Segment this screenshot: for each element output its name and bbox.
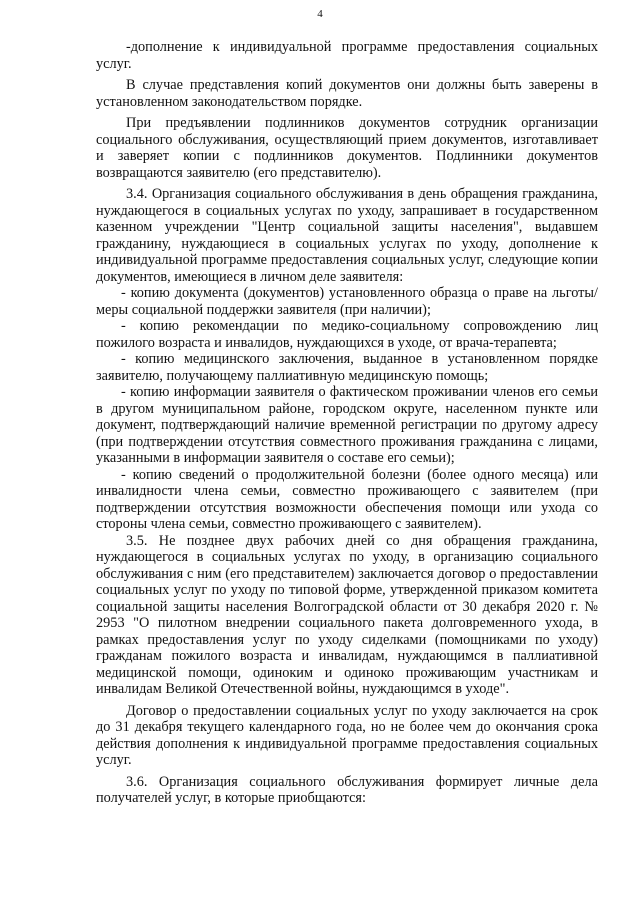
list-item: - копию документа (документов) установленного образца о праве на льготы/меры социальной поддержки заявителя (при наличии); [96, 285, 598, 318]
document-body [96, 39, 598, 812]
list-item: - копию рекомендации по медико-социальному сопровождению лиц пожилого возраста и инвалидов, нуждающихся в уходе, от врача-терапевта; [96, 318, 598, 351]
section-3-6-paragraph: 3.6. Организация социального обслуживания формирует личные дела получателей услуг, в которые приобщаются: [96, 773, 598, 806]
section-3-4-paragraph: 3.4. Организация социального обслуживания в день обращения гражданина, нуждающегося в социальных услугах по уходу, запрашивает в государственном казенном учреждении "Центр социальной защиты населения", выдавшем гражданину, нуждающиеся в социальных услугах по уходу, дополнение к индивидуальной программе предоставления социальных услуг, следующие копии документов, имеющиеся в личном деле заявителя: [96, 186, 598, 285]
section-3-5-paragraph: 3.5. Не позднее двух рабочих дней со дня обращения гражданина, нуждающегося в социальных услугах по уходу, в организацию социального обслуживания с ним (его представителем) заключается договор о предоставлении социальных услуг по уходу по типовой форме, утвержденной приказом комитета социальной защиты населения Волгоградской области от 30 декабря 2020 г. № 2953 "О пилотном внедрении социального пакета долговременного ухода, в рамках предоставления услуг по уходу сиделками (помощниками по уходу) гражданам пожилого возраста и инвалидам, нуждающимся в паллиативной медицинской помощи, одиноким и одиноко проживающим участникам и инвалидам Великой Отечественной войны, нуждающимся в уходе". [96, 532, 598, 697]
list-item: - копию сведений о продолжительной болезни (более одного месяца) или инвалидности члена семьи, совместно проживающего с заявителем (при подтверждении отсутствия возможности обеспечения помощи или ухода со стороны члена семьи, совместно проживающего с заявителем). [96, 466, 598, 532]
page-number: 4 [317, 8, 323, 20]
list-item: - копию информации заявителя о фактическом проживании членов его семьи в другом муниципальном районе, городском округе, населенном пункте или документ, подтверждающий наличие временной регистрации по другому адресу (при подтверждении отсутствия совместного проживания гражданина с лицами, указанными в информации заявителя о составе его семьи); [96, 384, 598, 466]
paragraph: При предъявлении подлинников документов сотрудник организации социального обслуживания, осуществляющий прием документов, изготавливает и заверяет копии с подлинников документов. Подлинники документов возвращаются заявителю (его представителю). [96, 115, 598, 181]
paragraph: Договор о предоставлении социальных услуг по уходу заключается на срок до 31 декабря текущего календарного года, но не более чем до окончания срока действия дополнения к индивидуальной программе предоставления социальных услуг. [96, 702, 598, 768]
paragraph: -дополнение к индивидуальной программе предоставления социальных услуг. [96, 39, 598, 72]
list-item: - копию медицинского заключения, выданное в установленном порядке заявителю, получающему паллиативную медицинскую помощь; [96, 351, 598, 384]
paragraph: В случае представления копий документов они должны быть заверены в установленном законодательством порядке. [96, 77, 598, 110]
